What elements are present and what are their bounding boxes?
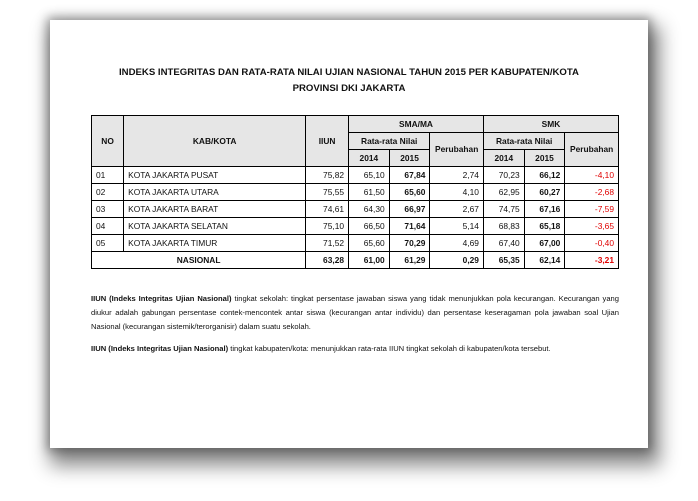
table-row [92, 184, 619, 201]
header-sma-2015: 2015 [389, 150, 430, 167]
header-smk-rata-rata: Rata-rata Nilai [483, 133, 564, 150]
header-smk: SMK [483, 116, 618, 133]
cell-smk-perubahan: -3,65 [565, 218, 619, 235]
cell-smk-2014: 74,75 [483, 201, 524, 218]
header-no: NO [92, 116, 124, 167]
cell-sma-2014: 61,50 [349, 184, 390, 201]
header-iiun: IIUN [306, 116, 349, 167]
header-smk-2015: 2015 [524, 150, 565, 167]
cell-sma-2015: 71,64 [389, 218, 430, 235]
cell-smk-perubahan: -4,10 [565, 167, 619, 184]
header-sma-rata-rata: Rata-rata Nilai [349, 133, 430, 150]
cell-smk-2015: 67,16 [524, 201, 565, 218]
cell-sma-2014: 65,60 [349, 235, 390, 252]
total-sma-perubahan: 0,29 [430, 252, 484, 269]
note-text: tingkat kabupaten/kota: menunjukkan rata-rata IIUN tingkat sekolah di kabupaten/kota tersebut. [228, 344, 551, 353]
cell-sma-2015: 67,84 [389, 167, 430, 184]
note-school-level [91, 292, 619, 334]
total-row [92, 252, 619, 269]
scores-table [91, 115, 619, 269]
table-row [92, 201, 619, 218]
total-sma-2014: 61,00 [349, 252, 390, 269]
cell-sma-2014: 65,10 [349, 167, 390, 184]
note-text: tingkat sekolah: tingkat persentase jawaban siswa yang tidak menunjukkan pola kecurangan. Kecurangan yang diukur adalah gabungan persentase contek-mencontek antar siswa (kecurangan antar individu) dan persentase keseragaman pola jawaban soal Ujian Nasional (kecurangan sistemik/terorganisir) dalam suatu sekolah. [91, 294, 620, 331]
document-title: INDEKS INTEGRITAS DAN RATA-RATA NILAI UJIAN NASIONAL TAHUN 2015 PER KABUPATEN/KOTA [119, 67, 579, 78]
cell-no: 03 [92, 201, 124, 218]
table-row [92, 167, 619, 184]
cell-no: 04 [92, 218, 124, 235]
header-smk-perubahan: Perubahan [565, 133, 619, 167]
cell-kab-kota: KOTA JAKARTA SELATAN [124, 218, 306, 235]
cell-kab-kota: KOTA JAKARTA UTARA [124, 184, 306, 201]
note-term: IIUN (Indeks Integritas Ujian Nasional) [91, 344, 229, 353]
cell-smk-2015: 66,12 [524, 167, 565, 184]
header-sma-perubahan: Perubahan [430, 133, 484, 167]
note-city-level [91, 342, 619, 356]
cell-sma-2015: 66,97 [389, 201, 430, 218]
cell-sma-2014: 64,30 [349, 201, 390, 218]
cell-sma-perubahan: 4,10 [430, 184, 484, 201]
cell-no: 02 [92, 184, 124, 201]
cell-smk-perubahan: -7,59 [565, 201, 619, 218]
cell-sma-perubahan: 2,67 [430, 201, 484, 218]
cell-smk-2015: 67,00 [524, 235, 565, 252]
table-row [92, 218, 619, 235]
note-term: IIUN (Indeks Integritas Ujian Nasional) [91, 294, 232, 303]
cell-smk-2015: 65,18 [524, 218, 565, 235]
cell-sma-perubahan: 5,14 [430, 218, 484, 235]
header-sma: SMA/MA [349, 116, 484, 133]
cell-sma-perubahan: 2,74 [430, 167, 484, 184]
cell-iiun: 75,10 [306, 218, 349, 235]
cell-kab-kota: KOTA JAKARTA BARAT [124, 201, 306, 218]
cell-sma-perubahan: 4,69 [430, 235, 484, 252]
total-smk-perubahan: -3,21 [565, 252, 619, 269]
cell-no: 01 [92, 167, 124, 184]
cell-iiun: 75,55 [306, 184, 349, 201]
cell-smk-perubahan: -0,40 [565, 235, 619, 252]
cell-smk-2014: 67,40 [483, 235, 524, 252]
document-page [50, 20, 648, 448]
cell-sma-2015: 65,60 [389, 184, 430, 201]
cell-smk-2014: 70,23 [483, 167, 524, 184]
total-smk-2015: 62,14 [524, 252, 565, 269]
table-row [92, 235, 619, 252]
cell-iiun: 71,52 [306, 235, 349, 252]
cell-sma-2014: 66,50 [349, 218, 390, 235]
header-kab-kota: KAB/KOTA [124, 116, 306, 167]
cell-kab-kota: KOTA JAKARTA PUSAT [124, 167, 306, 184]
cell-smk-perubahan: -2,68 [565, 184, 619, 201]
cell-kab-kota: KOTA JAKARTA TIMUR [124, 235, 306, 252]
total-smk-2014: 65,35 [483, 252, 524, 269]
header-sma-2014: 2014 [349, 150, 390, 167]
cell-no: 05 [92, 235, 124, 252]
cell-sma-2015: 70,29 [389, 235, 430, 252]
cell-iiun: 74,61 [306, 201, 349, 218]
total-label: NASIONAL [92, 252, 306, 269]
total-iiun: 63,28 [306, 252, 349, 269]
cell-smk-2014: 68,83 [483, 218, 524, 235]
document-subtitle: PROVINSI DKI JAKARTA [292, 83, 406, 94]
cell-iiun: 75,82 [306, 167, 349, 184]
cell-smk-2014: 62,95 [483, 184, 524, 201]
total-sma-2015: 61,29 [389, 252, 430, 269]
cell-smk-2015: 60,27 [524, 184, 565, 201]
header-smk-2014: 2014 [483, 150, 524, 167]
